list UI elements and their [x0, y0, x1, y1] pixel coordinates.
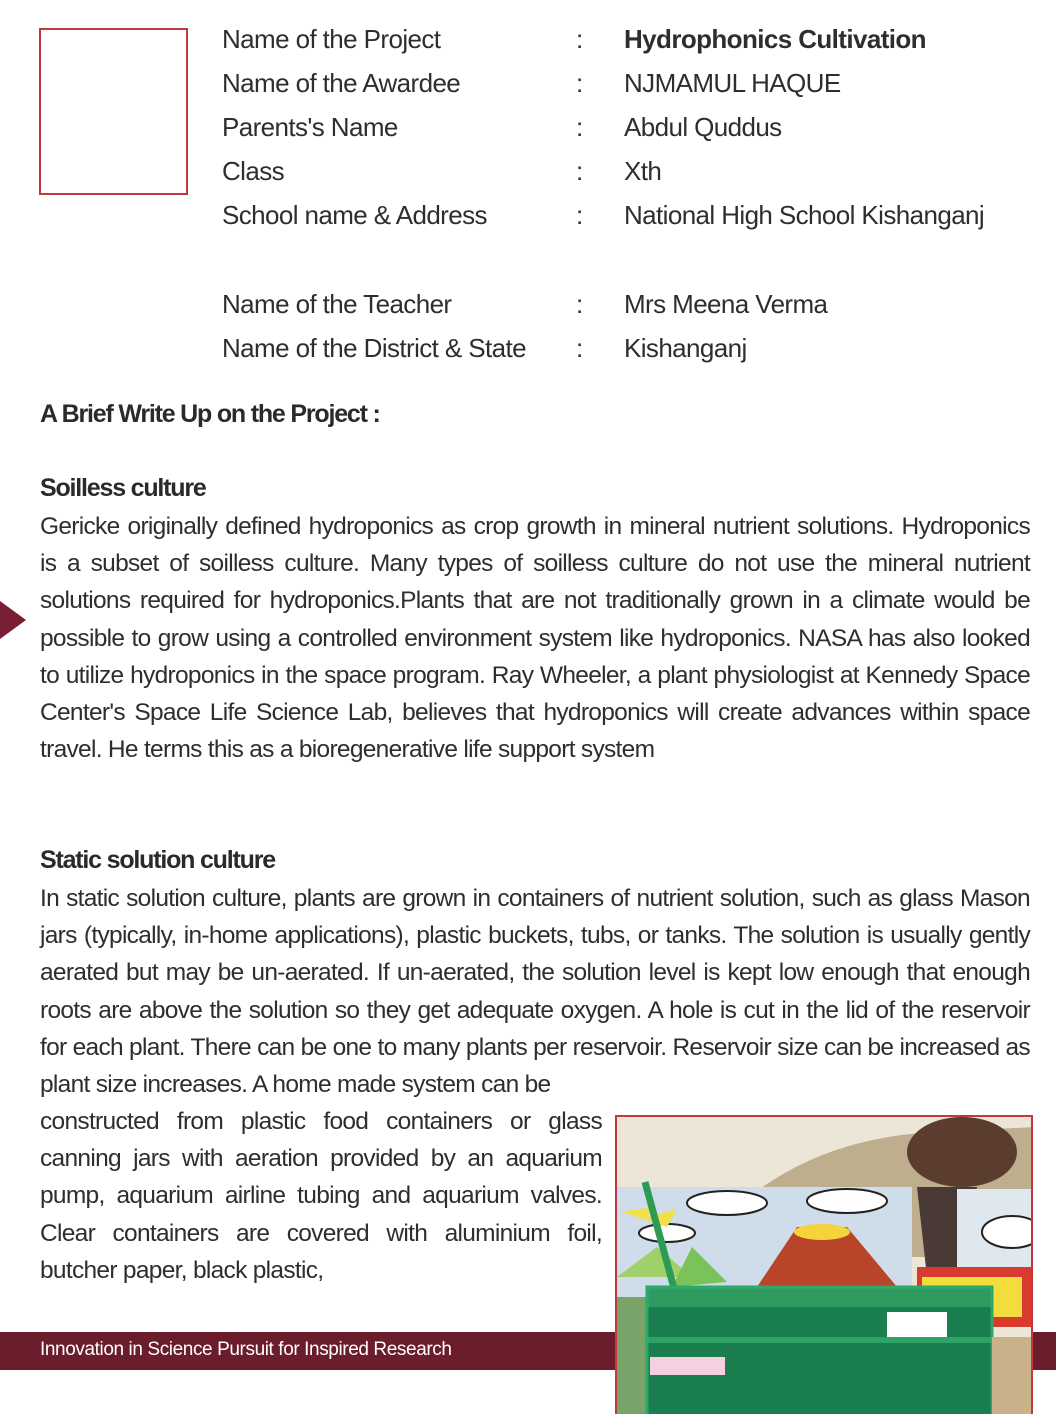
detail-separator: :	[576, 156, 583, 186]
detail-separator: :	[576, 24, 583, 54]
detail-label: Parents's Name	[222, 112, 398, 142]
detail-row-district	[0, 333, 1056, 373]
detail-label: Name of the District & State	[222, 333, 526, 363]
detail-row-school	[0, 200, 1056, 240]
detail-row-parent	[0, 112, 1056, 152]
detail-value: Abdul Quddus	[624, 112, 782, 142]
detail-separator: :	[576, 200, 583, 230]
section-body-soilless: Gericke originally defined hydroponics as crop growth in mineral nutrient solutions. Hydroponics is a subset of soilless culture. Many types of soilless culture do not use the mineral nutrient solutions required for hydroponics.Plants that are not traditionally grown in a climate would be possible to grow using a controlled environment system like hydroponics. NASA has also looked to utilize hydroponics in the space program. Ray Wheeler, a plant physiologist at Kennedy Space Center's Space Life Science Lab, believes that hydroponics will create advances within space travel. He terms this as a bioregenerative life support system	[40, 513, 1030, 764]
detail-value: Hydrophonics Cultivation	[624, 24, 926, 54]
detail-value: Mrs Meena Verma	[624, 289, 828, 319]
section-heading-soilless: Soilless culture	[40, 474, 206, 502]
page-marker-arrow	[0, 601, 26, 639]
detail-label: Name of the Project	[222, 24, 441, 54]
detail-separator: :	[576, 289, 583, 319]
detail-row-class	[0, 156, 1056, 196]
detail-separator: :	[576, 68, 583, 98]
section-body-static-continued: constructed from plastic food containers or glass canning jars with aeration provided by an aquarium pump, aquarium airline tubing and aquarium valves. Clear containers are covered with aluminium foil, butcher paper, black plastic,	[40, 1108, 602, 1284]
hydroponics-model-illustration	[617, 1117, 1033, 1414]
detail-separator: :	[576, 333, 583, 363]
detail-value: Kishanganj	[624, 333, 747, 363]
detail-value: NJMAMUL HAQUE	[624, 68, 841, 98]
detail-separator: :	[576, 112, 583, 142]
detail-row-teacher	[0, 289, 1056, 329]
detail-label: School name & Address	[222, 200, 487, 230]
detail-label: Name of the Awardee	[222, 68, 461, 98]
detail-label: Name of the Teacher	[222, 289, 452, 319]
writeup-heading: A Brief Write Up on the Project :	[40, 400, 380, 428]
detail-value: Xth	[624, 156, 662, 186]
detail-row-project	[0, 24, 1056, 64]
detail-row-awardee	[0, 68, 1056, 108]
project-photo	[615, 1115, 1033, 1414]
footer-tagline: Innovation in Science Pursuit for Inspired Research	[40, 1339, 452, 1360]
detail-value: National High School Kishanganj	[624, 200, 985, 230]
section-heading-static: Static solution culture	[40, 846, 275, 874]
detail-label: Class	[222, 156, 285, 186]
section-body-static: In static solution culture, plants are grown in containers of nutrient solution, such as glass Mason jars (typically, in-home applications), plastic buckets, tubs, or tanks. The solution is usually gently aerated but may be un-aerated. If un-aerated, the solution level is kept low enough that enough roots are above the solution so they get adequate oxygen. A hole is cut in the lid of the reservoir for each plant. There can be one to many plants per reservoir. Reservoir size can be increased as plant size increases. A home made system can be	[40, 885, 1030, 1099]
